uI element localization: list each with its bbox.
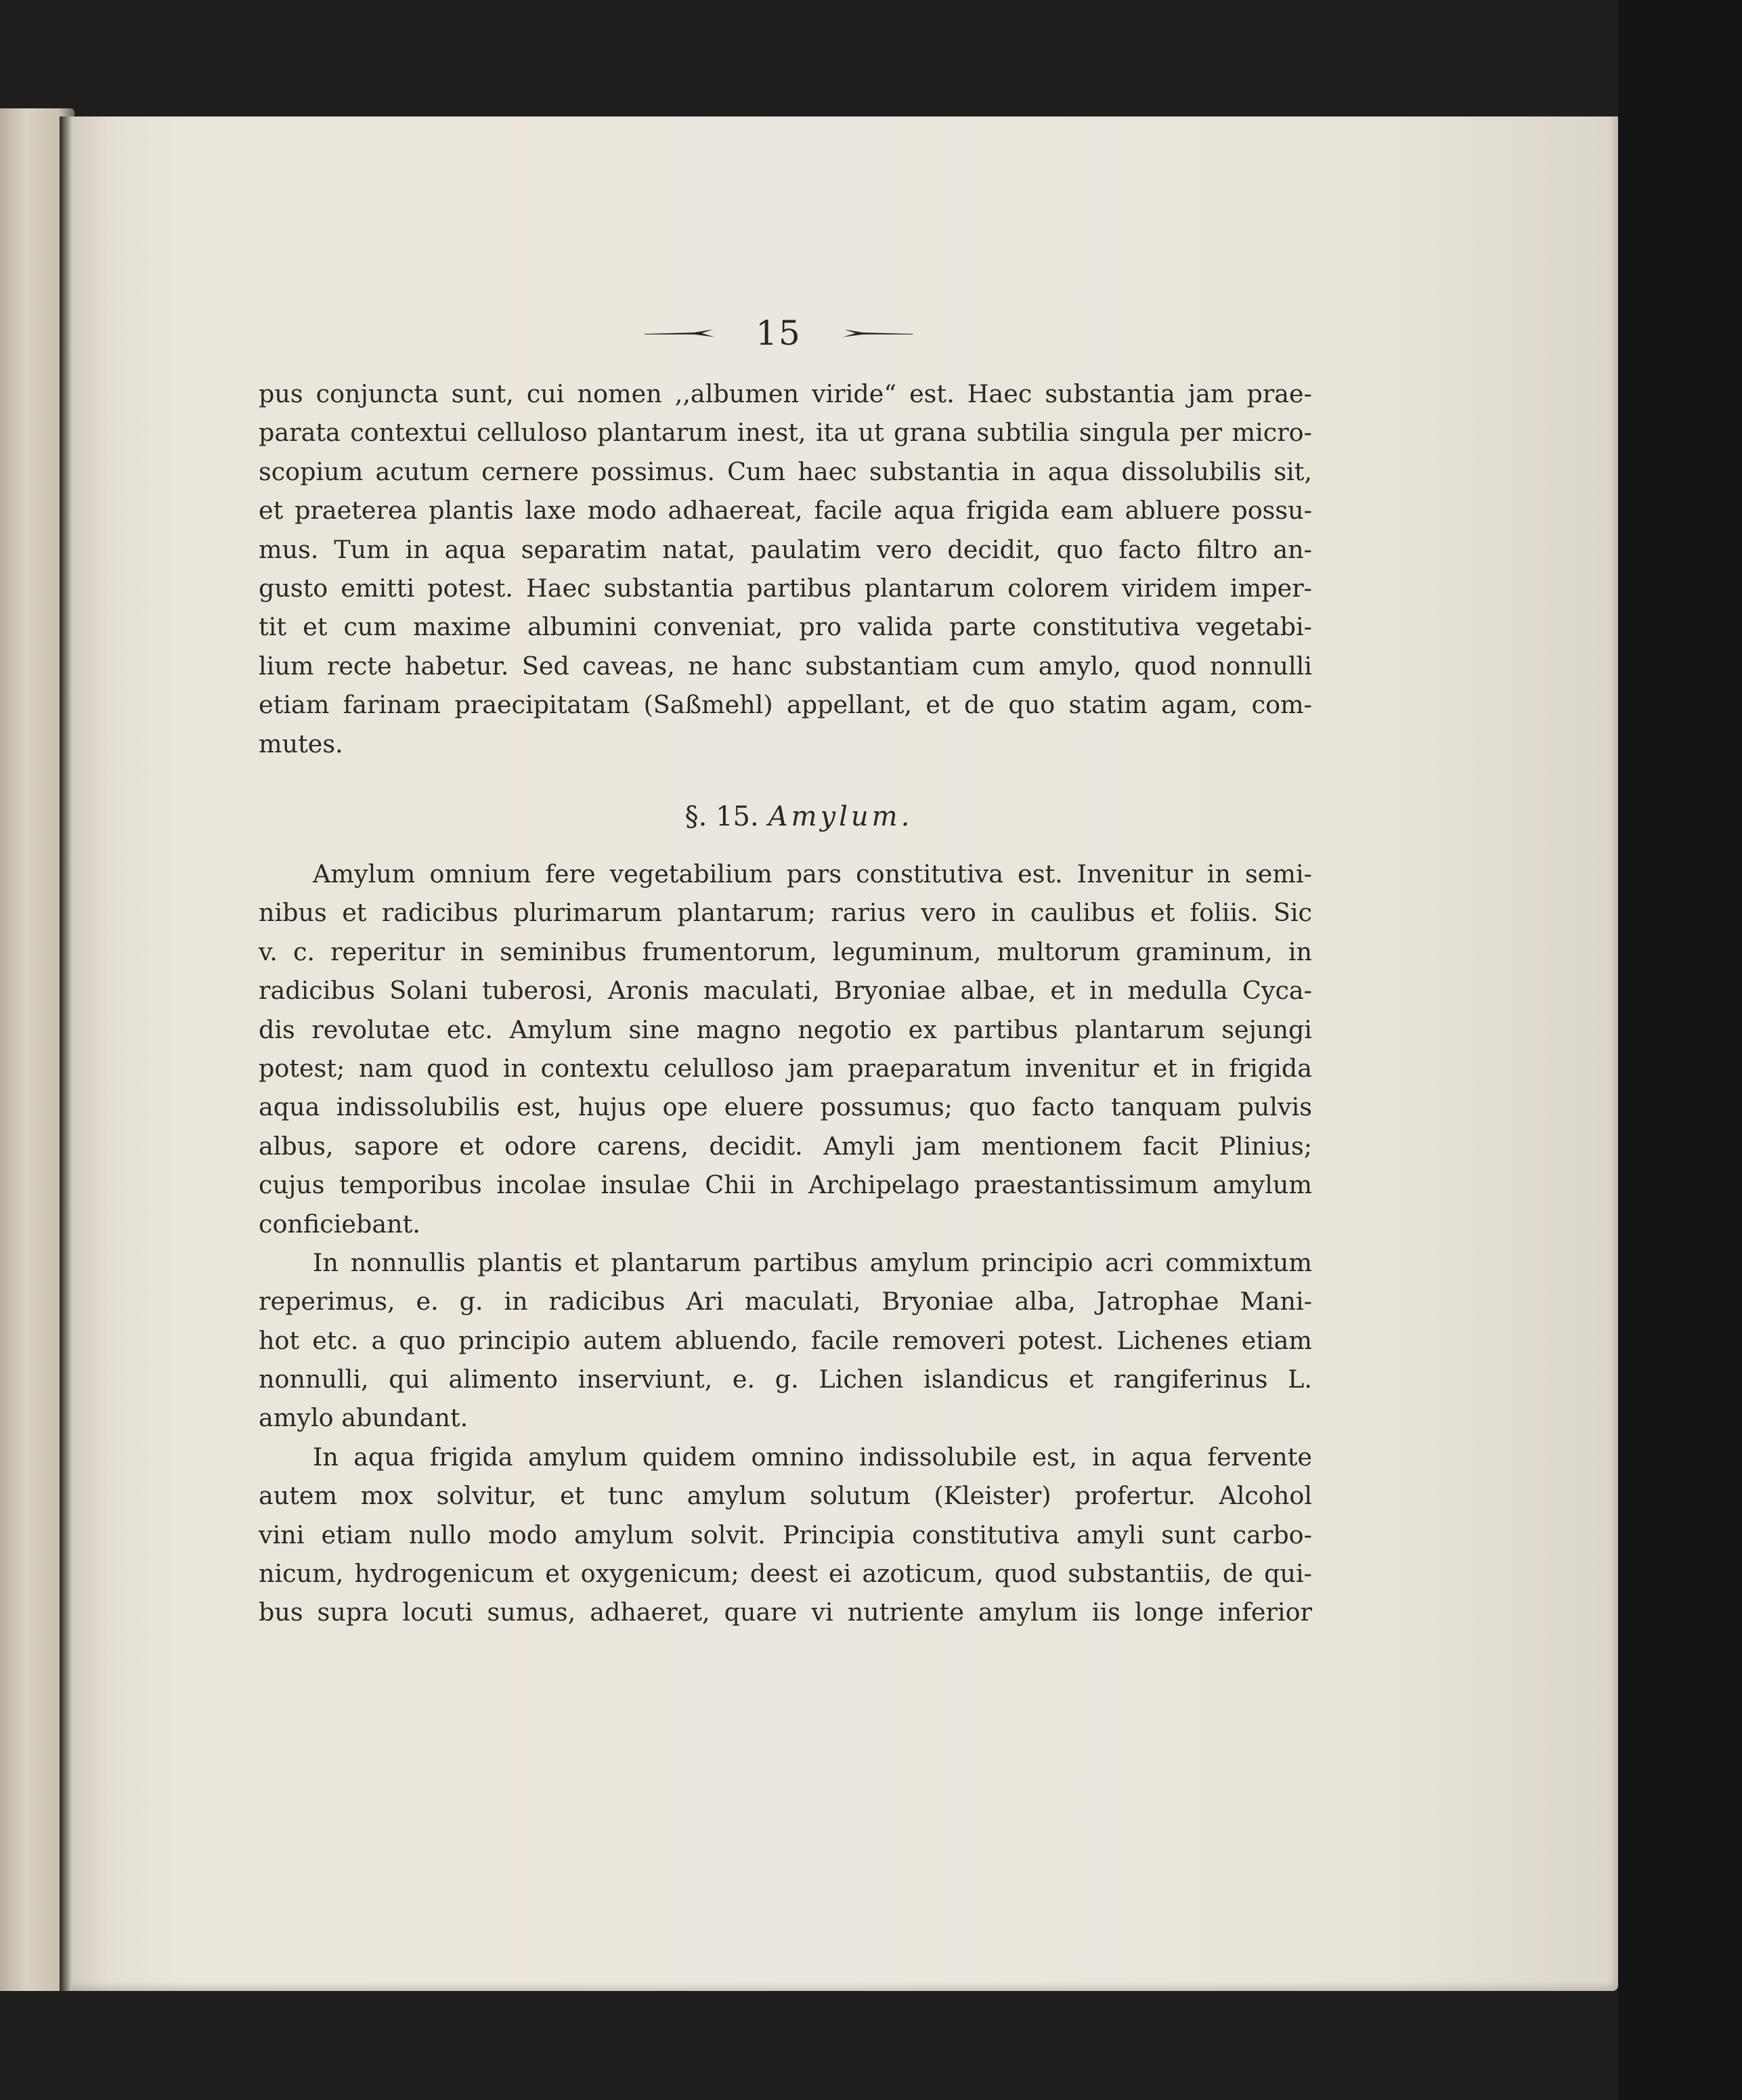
text-line: conficiebant. <box>259 1209 420 1239</box>
section-number: §. 15. <box>684 801 759 832</box>
text-line: nibus et radicibus plurimarum plantarum; rarius vero in caulibus et foliis. Sic <box>259 898 1312 928</box>
text-line: vini etiam nullo modo amylum solvit. Principia constitutiva amyli sunt carbo- <box>259 1520 1312 1549</box>
continuation-paragraph <box>259 374 1312 763</box>
text-line: dis revolutae etc. Amylum sine magno negotio ex partibus plantarum sejungi <box>259 1014 1312 1044</box>
text-line: tit et cum maxime albumini conveniat, pro valida parte constitutiva vegetabi- <box>259 612 1312 642</box>
text-line: In aqua frigida amylum quidem omnino indissolubile est, in aqua fervente <box>313 1442 1312 1472</box>
text-line: nicum, hydrogenicum et oxygenicum; deest ei azoticum, quod substantiis, de qui- <box>259 1559 1312 1589</box>
page-header <box>643 313 914 353</box>
paragraph <box>259 1243 1312 1438</box>
text-line: et praeterea plantis laxe modo adhaereat, facile aqua frigida eam abluere possu- <box>259 496 1312 526</box>
text-line: nonnulli, qui alimento inserviunt, e. g. Lichen islandicus et rangiferinus L. <box>259 1365 1312 1394</box>
text-line: hot etc. a quo principio autem abluendo, facile removeri potest. Lichenes etiam <box>259 1325 1312 1355</box>
text-line: radicibus Solani tuberosi, Aronis maculati, Bryoniae albae, et in medulla Cyca- <box>259 976 1312 1006</box>
text-line: amylo abundant. <box>259 1403 469 1433</box>
page-number: 15 <box>756 314 802 353</box>
text-line: v. c. reperitur in seminibus frumentorum, leguminum, multorum graminum, in <box>259 937 1312 966</box>
book-gutter <box>60 116 72 1991</box>
text-line: pus conjuncta sunt, cui nomen ,,albumen viride“ est. Haec substantia jam prae- <box>259 379 1312 408</box>
text-line: etiam farinam praecipitatam (Saßmehl) appellant, et de quo statim agam, com- <box>259 690 1312 720</box>
text-line: bus supra locuti sumus, adhaeret, quare vi nutriente amylum iis longe inferior <box>259 1598 1312 1627</box>
text-line: potest; nam quod in contextu celulloso jam praeparatum invenitur et in frigida <box>259 1053 1312 1083</box>
section-title: Amylum. <box>768 801 913 832</box>
right-ornament-icon <box>841 328 914 339</box>
background-dark-area <box>1618 0 1742 2100</box>
section-heading <box>609 796 988 837</box>
text-line: parata contextui celluloso plantarum inest, ita ut grana subtilia singula per micro- <box>259 418 1312 448</box>
text-line: gusto emitti potest. Haec substantia partibus plantarum colorem viridem imper- <box>259 573 1312 603</box>
text-line: lium recte habetur. Sed caveas, ne hanc substantiam cum amylo, quod nonnulli <box>259 651 1312 681</box>
text-line: cujus temporibus incolae insulae Chii in Archipelago praestantissimum amylum <box>259 1170 1312 1200</box>
paragraph <box>259 1438 1312 1632</box>
text-line: mus. Tum in aqua separatim natat, paulatim vero decidit, quo facto filtro an- <box>259 534 1312 564</box>
left-ornament-icon <box>643 328 716 339</box>
paragraph <box>259 855 1312 1243</box>
text-line: mutes. <box>259 729 343 758</box>
text-line: reperimus, e. g. in radicibus Ari maculati, Bryoniae alba, Jatrophae Mani- <box>259 1287 1312 1316</box>
text-line: scopium acutum cernere possimus. Cum haec substantia in aqua dissolubilis sit, <box>259 456 1312 486</box>
section-body <box>259 855 1312 1632</box>
text-line: autem mox solvitur, et tunc amylum solutum (Kleister) profertur. Alcohol <box>259 1481 1312 1511</box>
text-line: aqua indissolubilis est, hujus ope eluere possumus; quo facto tanquam pulvis <box>259 1092 1312 1122</box>
text-line: In nonnullis plantis et plantarum partibus amylum principio acri commixtum <box>313 1247 1312 1277</box>
text-line: albus, sapore et odore carens, decidit. Amyli jam mentionem facit Plinius; <box>259 1131 1312 1161</box>
text-line: Amylum omnium fere vegetabilium pars constitutiva est. Invenitur in semi- <box>313 859 1312 888</box>
